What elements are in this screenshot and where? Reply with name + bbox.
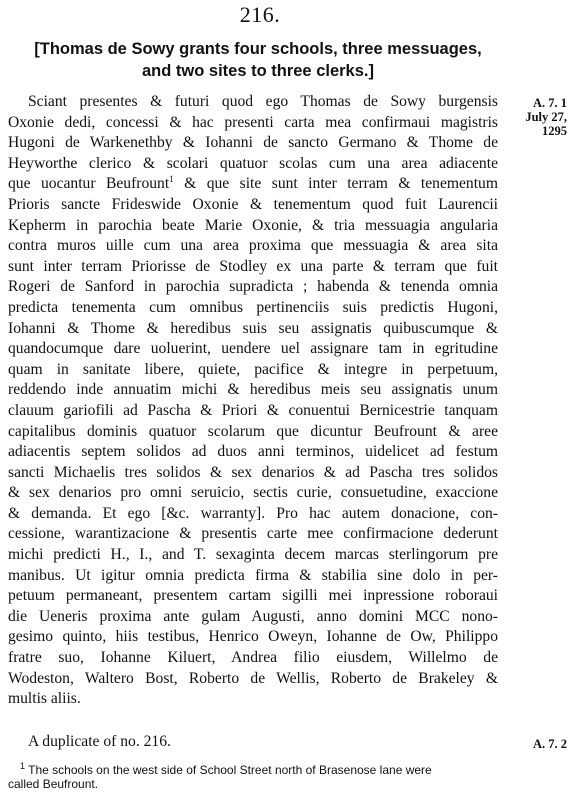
- text-line: sunt inter terram Priorisse de Stodley ex una parte & terram que fuit: [8, 257, 498, 275]
- text-line: adiacentis septem solidos ad duos anni terminos, uidelicet ad festum: [8, 443, 498, 461]
- text-line: sancti Michaelis tres solidos & sex denarios & ad Pascha tres solidos: [8, 463, 498, 481]
- text-line: Wodeston, Waltero Bost, Roberto de Wellis, Roberto de Brakeley &: [8, 669, 498, 687]
- text-line: Kepherm in parochia beate Marie Oxonie, & tria messuagia angularia: [8, 216, 498, 234]
- text-line: fratre suo, Iohanne Kiluert, Andrea filio eiusdem, Willelmo de: [8, 649, 498, 667]
- text-line: & demanda. Et ego [&c. warranty]. Pro hac autem donacione, con-: [8, 504, 498, 522]
- footnote-number: 1: [20, 761, 26, 771]
- margin-reference: [503, 96, 567, 138]
- text-line: multis aliis.: [8, 690, 81, 708]
- text-line: Heyworthe clerico & scolari quatuor scolas cum una area adiacente: [8, 154, 498, 172]
- text-line: quam in sanitate libere, quiete, pacifice & integre in perpetuum,: [8, 360, 498, 378]
- text-line: petuum permaneant, presentem cartam sigilli mei inpressione roboraui: [8, 587, 498, 605]
- heading-line: and two sites to three clerks.]: [142, 62, 374, 80]
- margin-ref-date: July 27,: [525, 110, 567, 124]
- text-fragment: que uocantur Beufrount: [8, 175, 170, 193]
- charter-text: [8, 92, 498, 710]
- text-line: Sciant presentes & futuri quod ego Thomas de Sowy burgensis: [28, 93, 498, 110]
- text-line: manibus. Ut igitur omnia predicta firma & stabilia sine dolo in per-: [8, 566, 498, 584]
- text-line: Prioris sancte Frideswide Oxonie & tenementum quod fuit Laurencii: [8, 195, 498, 213]
- text-line: gesimo quinto, hiis testibus, Henrico Oweyn, Iohanne de Ow, Philippo: [8, 628, 498, 646]
- text-line: contra muros uille cum una area proxima que messuagia & area sita: [8, 237, 498, 255]
- document-heading: [8, 38, 508, 82]
- footnote-text: The schools on the west side of School Street north of Brasenose lane were: [28, 763, 432, 777]
- text-line-with-footnote: [8, 174, 498, 195]
- text-line: Oxonie dedi, concessi & hac presenti carta mea confirmaui magistris: [8, 113, 498, 131]
- document-number: 216.: [239, 2, 281, 27]
- text-line: clauum gariofili ad Pascha & Priori & conuentui Bernicestrie tanquam: [8, 401, 498, 419]
- heading-line: [Thomas de Sowy grants four schools, three messuages,: [34, 40, 482, 58]
- margin-reference-duplicate: A. 7. 2: [532, 737, 567, 751]
- footnote-line: [8, 763, 508, 777]
- text-line: die Ueneris proxima ante gulam Augusti, anno domini MCC nono-: [8, 607, 498, 625]
- text-line: predicta tenementa cum omnibus pertinenciis suis predictis Hugoni,: [8, 298, 498, 316]
- margin-ref-number: A. 7. 1: [532, 96, 567, 110]
- text-line: quandocumque dare uoluerint, uendere uel assignare tam in egritudine: [8, 340, 498, 358]
- text-line: Iohanni & Thome & heredibus suis seu assignatis quibuscumque &: [8, 319, 498, 337]
- text-line: cessione, warantizacione & presentis carte mee confirmacione dederunt: [8, 525, 498, 543]
- footnote-line: called Beufrount.: [8, 777, 99, 791]
- text-line: capitalibus dominis quatuor scolarum que dicuntur Beufrount & aree: [8, 422, 498, 440]
- duplicate-note: A duplicate of no. 216.: [28, 733, 171, 750]
- footnote-marker: 1: [169, 174, 174, 185]
- text-line: michi predicti H., I., and T. sexaginta decem marcas sterlingorum pre: [8, 546, 498, 564]
- text-line: Hugoni de Warkenethby & Iohanni de sancto Germano & Thome de: [8, 134, 498, 152]
- text-line: Rogeri de Sanford in parochia supradicta ; habenda & tenenda omnia: [8, 278, 498, 296]
- margin-ref-year: 1295: [542, 124, 567, 138]
- text-line: & sex denarios pro omni seruicio, sectis curie, consuetudine, exaccione: [8, 484, 498, 502]
- text-line: reddendo inde annuatim michi & heredibus meis seu assignatis unum: [8, 381, 498, 399]
- footnote: [8, 763, 508, 791]
- text-fragment: & que site sunt inter terram & tenementum: [173, 175, 498, 193]
